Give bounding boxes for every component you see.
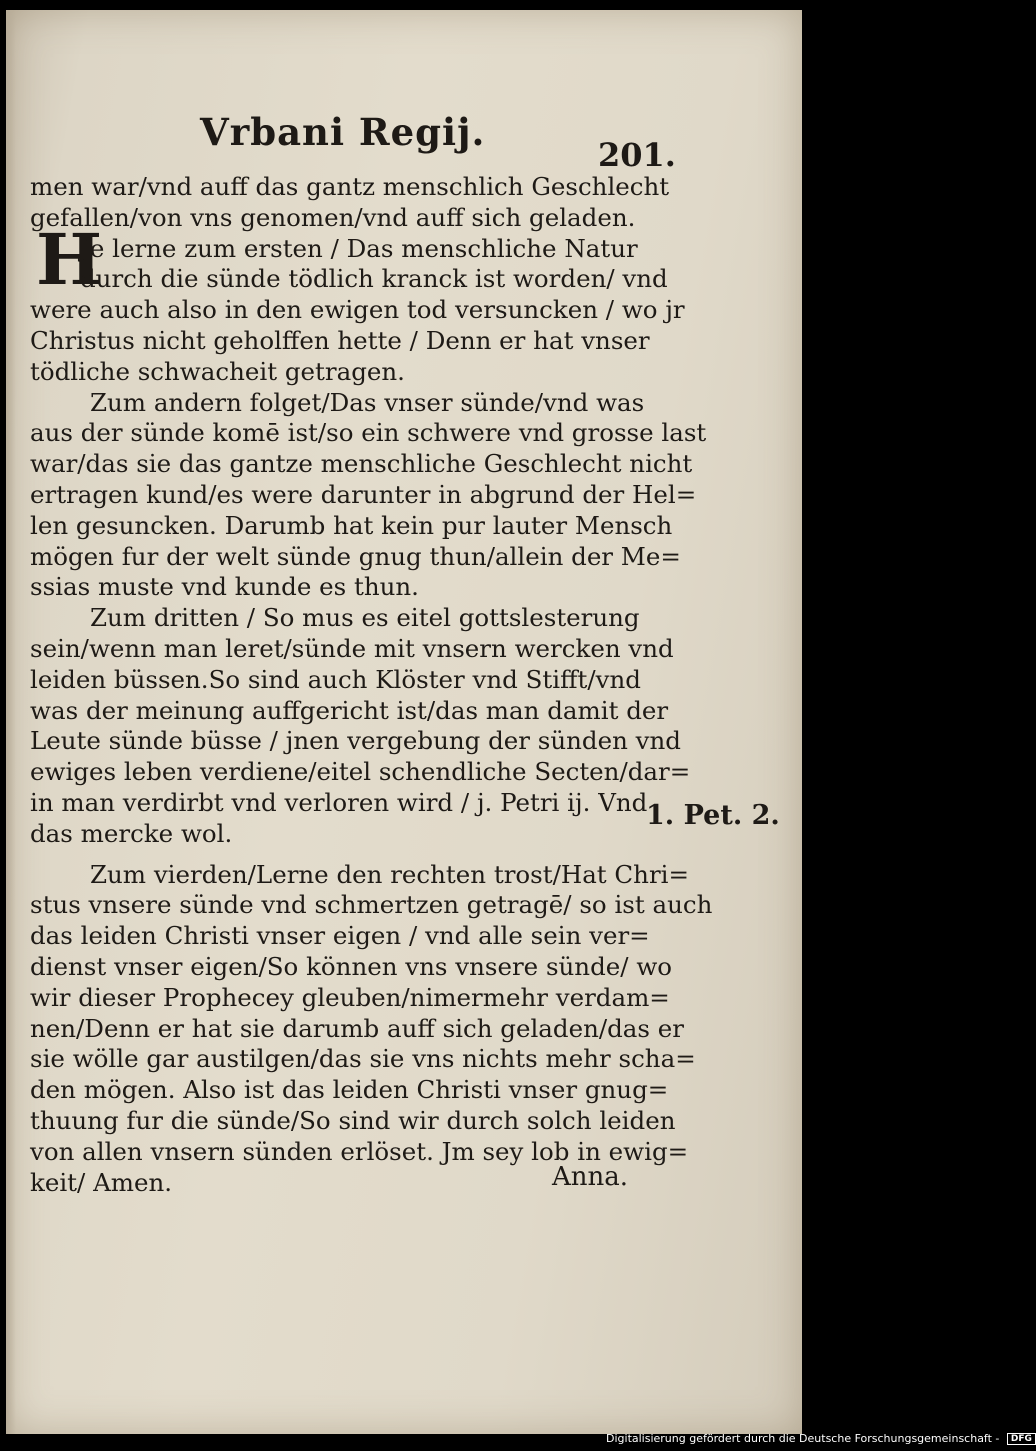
text-line: war/das sie das gantze menschliche Geschlecht nicht	[30, 449, 693, 479]
text-line: von allen vnsern sünden erlöset. Jm sey lob in ewig=	[30, 1136, 689, 1166]
text-line: aus der sünde komē ist/so ein schwere vnd grosse last	[30, 418, 707, 448]
text-line: das leiden Christi vnser eigen / vnd alle sein ver=	[30, 921, 650, 951]
text-line: men war/vnd auff das gantz menschlich Geschlecht	[30, 172, 670, 201]
text-line: stus vnsere sünde vnd schmertzen getragē/ so ist auch	[30, 890, 713, 920]
text-line: len gesuncken. Darumb hat kein pur lauter Mensch	[30, 510, 673, 540]
text-line: wir dieser Prophecey gleuben/nimermehr verdam=	[30, 982, 670, 1012]
running-head: Vrbani Regij.	[200, 110, 486, 154]
digitization-credit	[606, 1432, 1036, 1445]
dfg-logo-icon: DFG	[1007, 1433, 1036, 1445]
text-line: were auch also in den ewigen tod versuncken / wo jr	[30, 295, 685, 325]
text-line: Zum dritten / So mus es eitel gottslesterung	[90, 603, 640, 633]
text-line: den mögen. Also ist das leiden Christi vnser gnug=	[30, 1075, 669, 1105]
text-line: keit/ Amen.	[30, 1167, 173, 1197]
text-line: leiden büssen.So sind auch Klöster vnd Stifft/vnd	[30, 664, 641, 694]
text-line: sie wölle gar austilgen/das sie vns nichts mehr scha=	[30, 1044, 696, 1074]
text-line: dienst vnser eigen/So können vns vnsere sünde/ wo	[30, 951, 673, 981]
text-line: das mercke wol.	[30, 818, 233, 848]
text-line: durch die sünde tödlich kranck ist worden/ vnd	[80, 264, 668, 294]
credit-text: Digitalisierung gefördert durch die Deutsche Forschungsgemeinschaft -	[606, 1432, 1000, 1445]
page-number: 201.	[598, 136, 676, 174]
text-line: Zum andern folget/Das vnser sünde/vnd was	[90, 387, 645, 417]
catchword: Anna.	[552, 1162, 629, 1192]
text-line: thuung fur die sünde/So sind wir durch solch leiden	[30, 1105, 676, 1135]
text-line: Leute sünde büsse / jnen vergebung der sünden vnd	[30, 726, 681, 756]
text-line: mögen fur der welt sünde gnug thun/allein der Me=	[30, 541, 681, 571]
text-line: gefallen/von vns genomen/vnd auff sich geladen.	[30, 202, 636, 232]
decorated-initial: H	[36, 218, 103, 301]
text-line: ewiges leben verdiene/eitel schendliche Secten/dar=	[30, 757, 691, 787]
text-line: nen/Denn er hat sie darumb auff sich geladen/das er	[30, 1013, 684, 1043]
text-line: in man verdirbt vnd verloren wird / j. Petri ij. Vnd	[30, 787, 648, 817]
text-line: tödliche schwacheit getragen.	[30, 356, 405, 386]
margin-note: 1. Pet. 2.	[646, 800, 780, 831]
text-line: was der meinung auffgericht ist/das man damit der	[30, 695, 669, 725]
text-line: Je lerne zum ersten / Das menschliche Natur	[80, 233, 638, 263]
text-line: Christus nicht geholffen hette / Denn er hat vnser	[30, 325, 650, 355]
page-gutter-shadow	[6, 10, 16, 1434]
paragraph-gap	[30, 850, 670, 860]
text-line: sein/wenn man leret/sünde mit vnsern wercken vnd	[30, 633, 674, 663]
text-line: ertragen kund/es were darunter in abgrund der Hel=	[30, 479, 697, 509]
text-line: ssias muste vnd kunde es thun.	[30, 572, 419, 602]
text-line: Zum vierden/Lerne den rechten trost/Hat Chri=	[90, 859, 690, 889]
